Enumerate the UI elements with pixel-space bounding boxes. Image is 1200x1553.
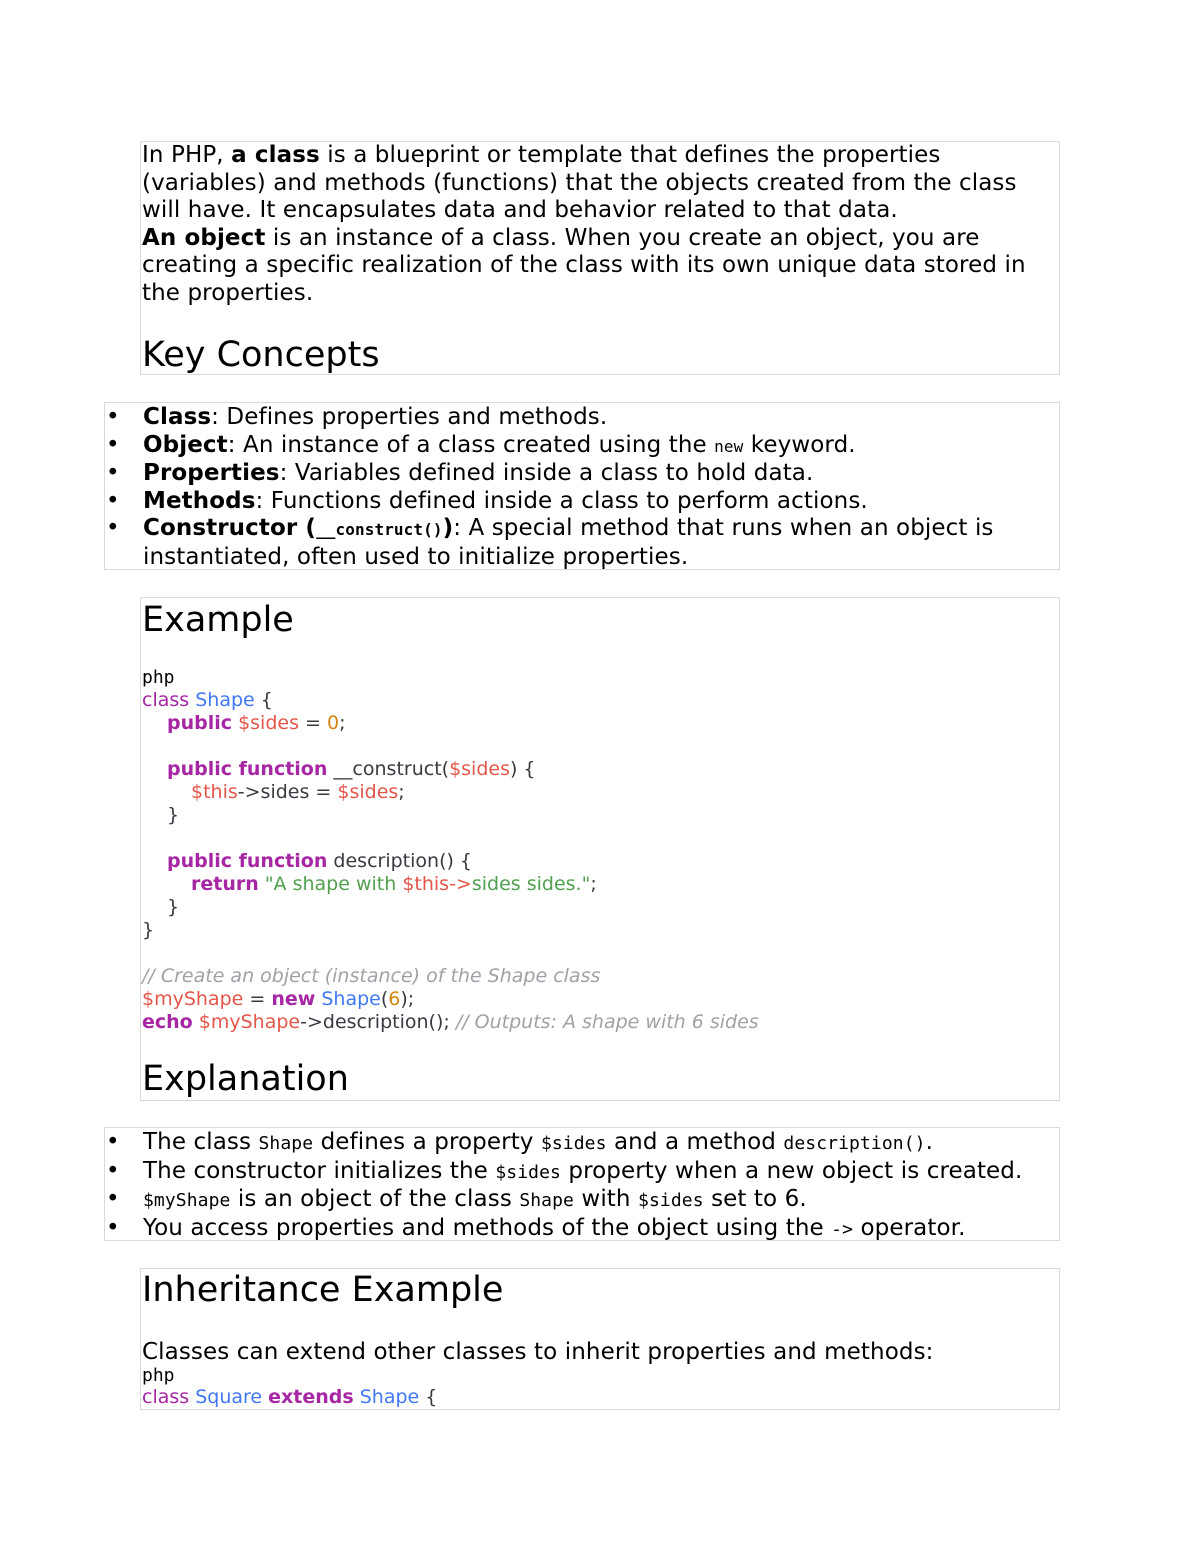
code-line-blank bbox=[142, 735, 1058, 758]
code-block bbox=[142, 689, 1058, 1034]
example-heading: Example bbox=[142, 600, 294, 640]
code-line-blank bbox=[142, 942, 1058, 965]
bullet-icon: • bbox=[106, 515, 120, 541]
list-item: • Constructor (__construct()): A special method that runs when an object is instantiated, often used to initialize properties. bbox=[106, 515, 994, 570]
code-line: $this->sides = $sides; bbox=[191, 781, 405, 803]
bullet-icon: • bbox=[106, 460, 120, 486]
code-line: class Shape { bbox=[142, 689, 273, 711]
code-language-label: php bbox=[142, 1365, 175, 1386]
code-block bbox=[142, 1386, 437, 1409]
code-line: } bbox=[142, 919, 155, 941]
intro-paragraph-class: In PHP, a class is a blueprint or template that defines the properties (variables) and methods (functions) that the objects created from the class will have. It encapsulates data and behavior related to that data. bbox=[142, 142, 1017, 223]
inheritance-text: Classes can extend other classes to inherit properties and methods: bbox=[142, 1339, 934, 1365]
code-line: public $sides = 0; bbox=[167, 712, 346, 734]
inline-code: new bbox=[714, 436, 744, 456]
class-term: a class bbox=[231, 142, 320, 168]
code-line: $myShape = new Shape(6); bbox=[142, 988, 415, 1010]
list-item: • The class Shape defines a property $sides and a method description(). bbox=[106, 1129, 934, 1155]
intro-paragraph-object: An object is an instance of a class. When you create an object, you are creating a specific realization of the class with its own unique data stored in the properties. bbox=[142, 224, 1026, 306]
list-item: • Properties: Variables defined inside a class to hold data. bbox=[106, 460, 814, 486]
code-line: public function __construct($sides) { bbox=[167, 758, 536, 780]
code-line: } bbox=[167, 896, 180, 918]
intro-section bbox=[140, 141, 1060, 375]
object-term: An object bbox=[142, 224, 266, 251]
example-section bbox=[140, 597, 1060, 1101]
bullet-icon: • bbox=[106, 431, 120, 458]
key-concepts-list bbox=[104, 402, 1060, 570]
bullet-icon: • bbox=[106, 1157, 120, 1184]
code-line: } bbox=[167, 804, 180, 826]
bullet-icon: • bbox=[106, 487, 120, 514]
code-language-label: php bbox=[142, 667, 175, 688]
bullet-icon: • bbox=[106, 1214, 120, 1241]
list-item: • The constructor initializes the $sides property when a new object is created. bbox=[106, 1157, 1023, 1184]
bullet-icon: • bbox=[106, 1186, 120, 1212]
code-line-blank bbox=[142, 827, 1058, 850]
list-item: • Methods: Functions defined inside a class to perform actions. bbox=[106, 487, 868, 514]
code-line: echo $myShape->description(); // Outputs: A shape with 6 sides bbox=[142, 1011, 759, 1033]
code-comment: // Create an object (instance) of the Shape class bbox=[142, 965, 601, 987]
list-item: • Class: Defines properties and methods. bbox=[106, 404, 608, 430]
list-item: • Object: An instance of a class created using the new keyword. bbox=[106, 431, 856, 458]
list-item: • You access properties and methods of the object using the -> operator. bbox=[106, 1214, 966, 1241]
explanation-list bbox=[104, 1127, 1060, 1241]
inline-code: __construct() bbox=[316, 520, 443, 539]
inheritance-heading: Inheritance Example bbox=[142, 1270, 504, 1310]
inheritance-section bbox=[140, 1268, 1060, 1410]
code-line: public function description() { bbox=[167, 850, 473, 872]
code-line: class Square extends Shape { bbox=[142, 1386, 438, 1408]
list-item: • $myShape is an object of the class Shape with $sides set to 6. bbox=[106, 1186, 807, 1212]
explanation-heading: Explanation bbox=[142, 1059, 349, 1099]
key-concepts-heading: Key Concepts bbox=[142, 335, 380, 375]
code-line: return "A shape with $this->sides sides."; bbox=[191, 873, 597, 895]
bullet-icon: • bbox=[106, 1129, 120, 1155]
bullet-icon: • bbox=[106, 404, 120, 430]
